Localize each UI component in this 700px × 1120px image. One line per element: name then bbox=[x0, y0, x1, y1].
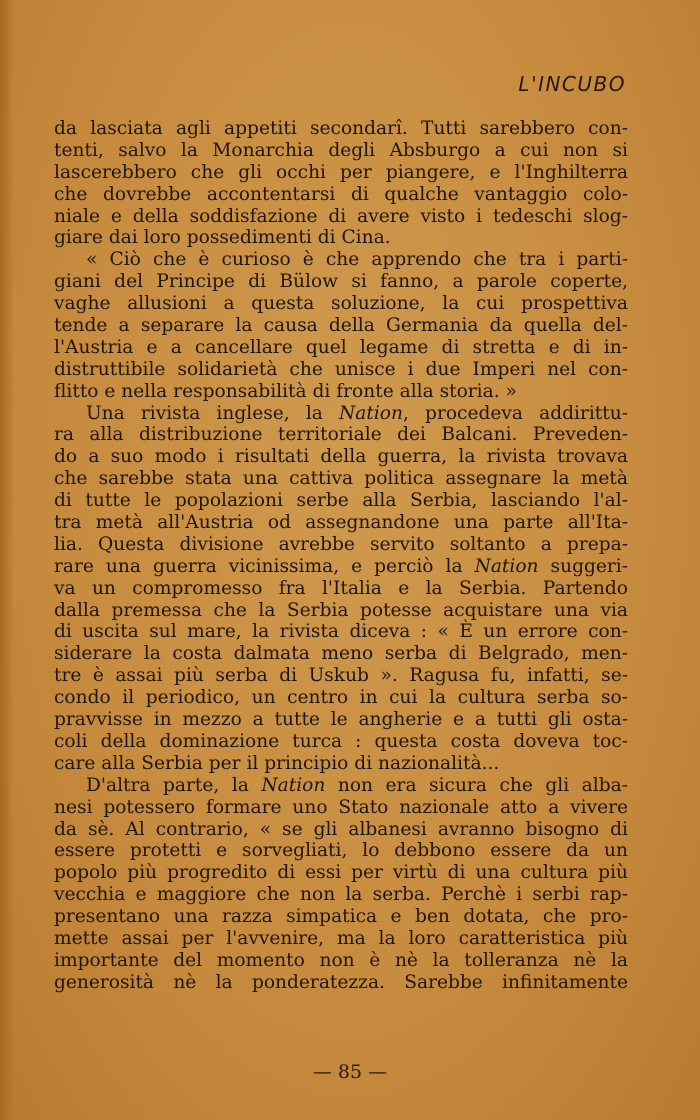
running-head-title: L'INCUBO bbox=[518, 72, 626, 96]
text-line: che dovrebbe accontentarsi di qualche vantaggio colo- bbox=[54, 183, 628, 205]
text-line: rare una guerra vicinissima, e perciò la Nation suggeri- bbox=[54, 555, 628, 577]
text-line: giare dai loro possedimenti di Cina. bbox=[54, 227, 391, 249]
text-line: flitto e nella responsabilità di fronte alla storia. » bbox=[54, 380, 517, 402]
text-line: va un compromesso fra l'Italia e la Serbia. Partendo bbox=[54, 577, 628, 599]
text-line: siderare la costa dalmata meno serba di Belgrado, men- bbox=[54, 643, 628, 665]
text-line: care alla Serbia per il principio di nazionalità... bbox=[54, 752, 500, 774]
page-edge-shadow bbox=[0, 0, 14, 1120]
page-number: — 85 — bbox=[312, 1061, 388, 1083]
text-line: da sè. Al contrario, « se gli albanesi avranno bisogno di bbox=[54, 818, 628, 840]
text-line: tende a separare la causa della Germania da quella del- bbox=[54, 315, 628, 337]
body-text bbox=[54, 118, 628, 994]
text-line: lascerebbero che gli occhi per piangere, e l'Inghilterra bbox=[54, 161, 628, 183]
text-line: nesi potessero formare uno Stato nazionale atto a vivere bbox=[54, 796, 628, 818]
text-line: niale e della soddisfazione di avere visto i tedeschi slog- bbox=[54, 205, 628, 227]
text-line: generosità nè la ponderatezza. Sarebbe infinitamente bbox=[54, 971, 628, 993]
text-line: importante del momento non è nè la tolleranza nè la bbox=[54, 949, 628, 971]
text-line: vecchia e maggiore che non la serba. Perchè i serbi rap- bbox=[54, 884, 628, 906]
text-line: tenti, salvo la Monarchia degli Absburgo a cui non si bbox=[54, 139, 628, 161]
text-line: tra metà all'Austria od assegnandone una parte all'Ita- bbox=[54, 512, 628, 534]
text-line: coli della dominazione turca : questa costa doveva toc- bbox=[54, 730, 628, 752]
text-line: pravvisse in mezzo a tutte le angherie e a tutti gli osta- bbox=[54, 709, 628, 731]
text-line: distruttibile solidarietà che unisce i due Imperi nel con- bbox=[54, 358, 628, 380]
text-line: giani del Principe di Bülow si fanno, a parole coperte, bbox=[54, 271, 628, 293]
text-line: popolo più progredito di essi per virtù di una cultura più bbox=[54, 862, 628, 884]
text-line: presentano una razza simpatica e ben dotata, che pro- bbox=[54, 906, 628, 928]
text-line: lia. Questa divisione avrebbe servito soltanto a prepa- bbox=[54, 533, 628, 555]
text-line: do a suo modo i risultati della guerra, la rivista trovava bbox=[54, 446, 628, 468]
text-line: tre è assai più serba di Uskub ». Ragusa fu, infatti, se- bbox=[54, 665, 628, 687]
text-line: che sarebbe stata una cattiva politica assegnare la metà bbox=[54, 468, 628, 490]
text-line: « Ciò che è curioso è che apprendo che tra i parti- bbox=[86, 249, 628, 271]
text-line: vaghe allusioni a questa soluzione, la cui prospettiva bbox=[54, 293, 628, 315]
text-line: di uscita sul mare, la rivista diceva : « È un errore con- bbox=[54, 621, 628, 643]
text-line: dalla premessa che la Serbia potesse acquistare una via bbox=[54, 599, 628, 621]
text-line: condo il periodico, un centro in cui la cultura serba so- bbox=[54, 687, 628, 709]
text-line: l'Austria e a cancellare quel legame di stretta e di in- bbox=[54, 336, 628, 358]
text-line: D'altra parte, la Nation non era sicura che gli alba- bbox=[86, 774, 628, 796]
text-line: da lasciata agli appetiti secondarî. Tutti sarebbero con- bbox=[54, 118, 628, 139]
text-line: ra alla distribuzione territoriale dei Balcani. Preveden- bbox=[54, 424, 628, 446]
text-line: essere protetti e sorvegliati, lo debbono essere da un bbox=[54, 840, 628, 862]
text-line: Una rivista inglese, la Nation, procedeva addirittu- bbox=[86, 402, 628, 424]
text-line: di tutte le popolazioni serbe alla Serbia, lasciando l'al- bbox=[54, 490, 628, 512]
text-line: mette assai per l'avvenire, ma la loro caratteristica più bbox=[54, 927, 628, 949]
